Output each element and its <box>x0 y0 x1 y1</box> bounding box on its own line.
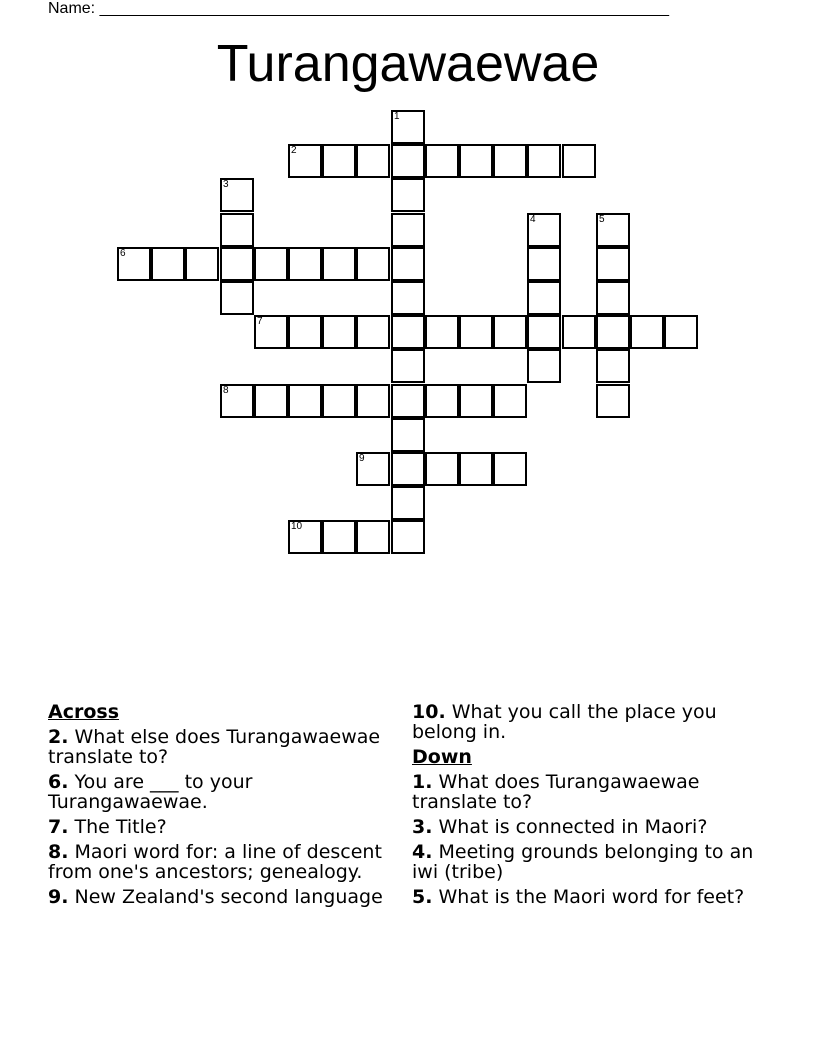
grid-cell[interactable] <box>391 247 425 281</box>
clue-text: You are ___ to your Turangawaewae. <box>48 771 253 813</box>
across-heading: Across <box>48 701 120 723</box>
grid-cell[interactable] <box>664 315 698 349</box>
clue-across-10 <box>412 702 757 742</box>
grid-cell[interactable] <box>459 144 493 178</box>
clue-text: What else does Turangawaewae translate to? <box>48 726 381 768</box>
grid-cell[interactable] <box>527 247 561 281</box>
grid-cell[interactable] <box>425 452 459 486</box>
grid-cell[interactable] <box>356 520 390 554</box>
clues-right-column <box>412 702 757 912</box>
cell-number: 4 <box>530 214 536 225</box>
clue-across-7 <box>48 817 388 837</box>
grid-cell[interactable] <box>322 315 356 349</box>
grid-cell[interactable] <box>527 349 561 383</box>
grid-cell[interactable] <box>356 315 390 349</box>
clue-across-8 <box>48 842 388 882</box>
clue-number: 5. <box>412 886 433 908</box>
clue-text: What is the Maori word for feet? <box>438 886 745 908</box>
grid-cell[interactable] <box>356 384 390 418</box>
grid-cell[interactable] <box>391 213 425 247</box>
down-heading: Down <box>412 746 472 768</box>
grid-cell[interactable] <box>391 178 425 212</box>
grid-cell[interactable] <box>459 315 493 349</box>
grid-cell[interactable] <box>596 281 630 315</box>
grid-cell[interactable] <box>322 384 356 418</box>
clue-text: The Title? <box>74 816 167 838</box>
grid-cell[interactable] <box>220 281 254 315</box>
cell-number: 5 <box>599 214 605 225</box>
clue-across-9 <box>48 887 388 907</box>
grid-cell[interactable] <box>185 247 219 281</box>
clue-text: What you call the place you belong in. <box>412 701 717 743</box>
grid-cell[interactable] <box>356 247 390 281</box>
grid-cell[interactable] <box>391 315 425 349</box>
clue-down-4 <box>412 842 757 882</box>
grid-cell[interactable] <box>391 486 425 520</box>
grid-cell[interactable] <box>527 281 561 315</box>
grid-cell[interactable] <box>562 144 596 178</box>
page-title: Turangawaewae <box>216 35 600 93</box>
grid-cell[interactable] <box>425 315 459 349</box>
clue-down-3 <box>412 817 757 837</box>
grid-cell[interactable] <box>391 281 425 315</box>
clues-left-column <box>48 702 388 912</box>
clue-text: Meeting grounds belonging to an iwi (tribe) <box>412 841 754 883</box>
cell-number: 1 <box>394 111 400 122</box>
grid-cell[interactable] <box>493 384 527 418</box>
grid-cell[interactable] <box>493 315 527 349</box>
grid-cell[interactable] <box>288 384 322 418</box>
grid-cell[interactable] <box>527 213 561 247</box>
clue-text: Maori word for: a line of descent from one's ancestors; genealogy. <box>48 841 382 883</box>
cell-number: 8 <box>223 385 229 396</box>
grid-cell[interactable] <box>254 384 288 418</box>
clue-across-6 <box>48 772 388 812</box>
clue-down-5 <box>412 887 757 907</box>
clue-number: 9. <box>48 886 69 908</box>
cell-number: 7 <box>257 316 263 327</box>
grid-cell[interactable] <box>425 384 459 418</box>
grid-cell[interactable] <box>356 144 390 178</box>
grid-cell[interactable] <box>356 452 390 486</box>
grid-cell[interactable] <box>425 144 459 178</box>
grid-cell[interactable] <box>391 349 425 383</box>
clue-number: 1. <box>412 771 433 793</box>
grid-cell[interactable] <box>391 520 425 554</box>
grid-cell[interactable] <box>322 520 356 554</box>
grid-cell[interactable] <box>288 247 322 281</box>
grid-cell[interactable] <box>596 315 630 349</box>
clue-number: 2. <box>48 726 69 748</box>
grid-cell[interactable] <box>220 213 254 247</box>
clue-number: 3. <box>412 816 433 838</box>
grid-cell[interactable] <box>391 110 425 144</box>
grid-cell[interactable] <box>493 452 527 486</box>
grid-cell[interactable] <box>391 418 425 452</box>
grid-cell[interactable] <box>391 384 425 418</box>
cell-number: 2 <box>291 145 297 156</box>
grid-cell[interactable] <box>151 247 185 281</box>
clue-number: 6. <box>48 771 69 793</box>
clue-number: 8. <box>48 841 69 863</box>
grid-cell[interactable] <box>459 384 493 418</box>
cell-number: 6 <box>120 248 126 259</box>
grid-cell[interactable] <box>596 247 630 281</box>
grid-cell[interactable] <box>596 384 630 418</box>
cell-number: 9 <box>359 453 365 464</box>
grid-cell[interactable] <box>596 213 630 247</box>
grid-cell[interactable] <box>322 247 356 281</box>
grid-cell[interactable] <box>288 144 322 178</box>
clue-number: 10. <box>412 701 446 723</box>
grid-cell[interactable] <box>562 315 596 349</box>
grid-cell[interactable] <box>630 315 664 349</box>
clue-number: 4. <box>412 841 433 863</box>
grid-cell[interactable] <box>254 315 288 349</box>
grid-cell[interactable] <box>220 247 254 281</box>
grid-cell[interactable] <box>527 144 561 178</box>
grid-cell[interactable] <box>288 315 322 349</box>
grid-cell[interactable] <box>254 247 288 281</box>
cell-number: 10 <box>291 521 303 532</box>
grid-cell[interactable] <box>596 349 630 383</box>
grid-cell[interactable] <box>459 452 493 486</box>
grid-cell[interactable] <box>288 520 322 554</box>
grid-cell[interactable] <box>391 144 425 178</box>
grid-cell[interactable] <box>220 178 254 212</box>
grid-cell[interactable] <box>527 315 561 349</box>
cell-number: 3 <box>223 179 229 190</box>
clue-number: 7. <box>48 816 69 838</box>
name-field[interactable]: Name: ________________________________________________________________ <box>48 0 670 17</box>
clue-text: What is connected in Maori? <box>438 816 708 838</box>
grid-cell[interactable] <box>493 144 527 178</box>
grid-cell[interactable] <box>220 384 254 418</box>
grid-cell[interactable] <box>322 144 356 178</box>
clue-text: What does Turangawaewae translate to? <box>412 771 700 813</box>
clue-down-1 <box>412 772 757 812</box>
grid-cell[interactable] <box>117 247 151 281</box>
clue-across-2 <box>48 727 388 767</box>
clue-text: New Zealand's second language <box>74 886 383 908</box>
grid-cell[interactable] <box>391 452 425 486</box>
